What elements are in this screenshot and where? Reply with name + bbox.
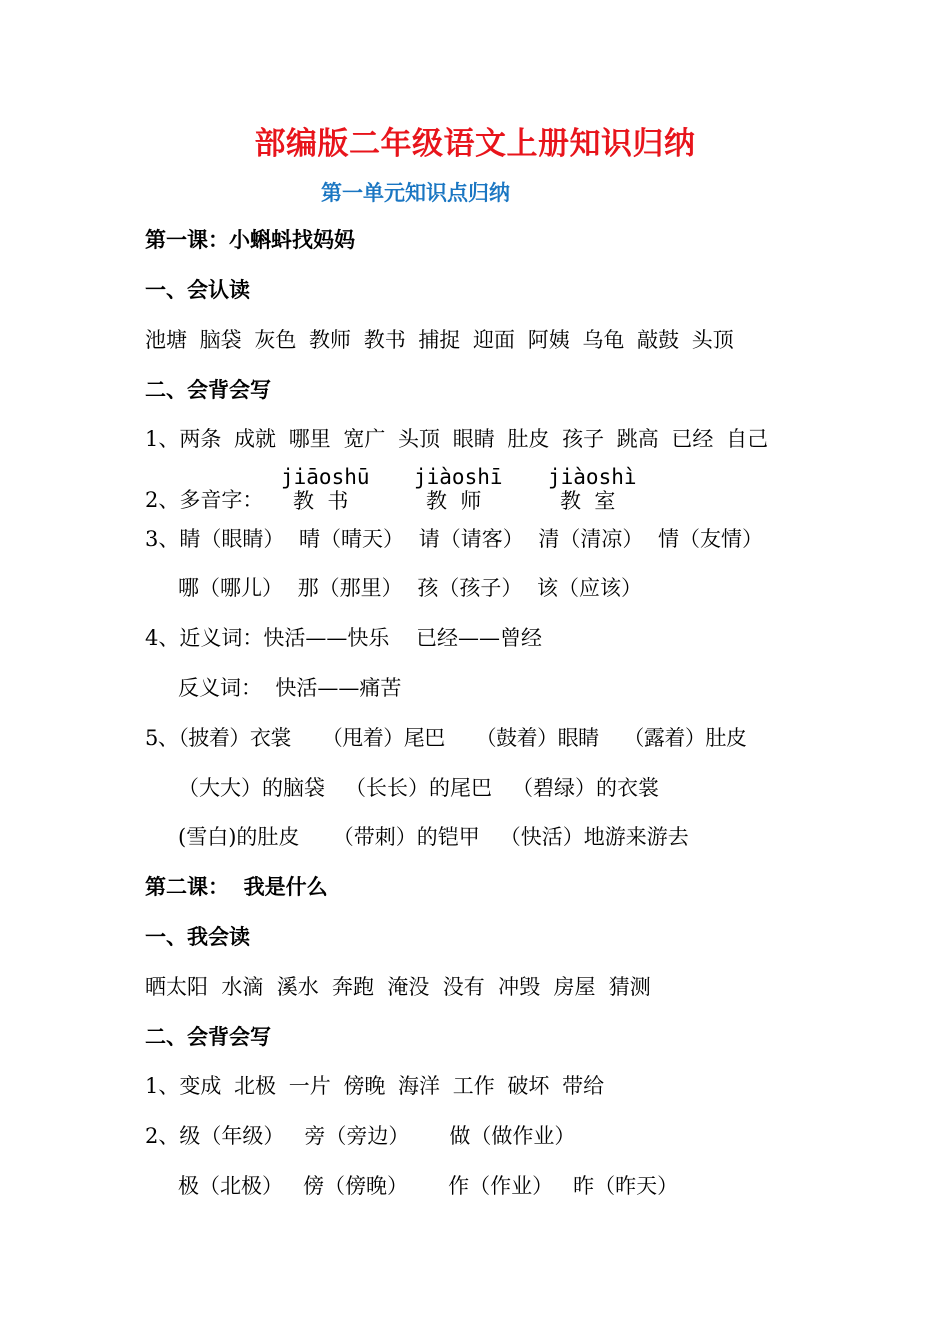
- lesson1-item2-label: 2、多音字：: [145, 488, 264, 512]
- polyphone-1-chars: 教 书: [293, 489, 349, 513]
- lesson1-item5-line3: (雪白)的肚皮 （带刺）的铠甲 （快活）地游来游去: [178, 825, 689, 849]
- lesson1-item4-line1: 4、近义词：快活——快乐 已经——曾经: [145, 626, 543, 650]
- lesson1-heading: 第一课：小蝌蚪找妈妈: [145, 227, 355, 252]
- lesson2-heading: 第二课： 我是什么: [145, 874, 328, 899]
- lesson1-item4-line2: 反义词： 快活——痛苦: [178, 676, 402, 700]
- polyphone-1-pinyin: jiāoshū: [281, 465, 370, 489]
- lesson1-read-words: 池塘 脑袋 灰色 教师 教书 捕捉 迎面 阿姨 乌龟 敲鼓 头顶: [145, 328, 734, 352]
- lesson2-item2-line2: 极（北极） 傍（傍晚） 作（作业） 昨（昨天）: [178, 1174, 679, 1198]
- polyphone-2-pinyin: jiàoshī: [414, 465, 503, 489]
- lesson1-item3-line2: 哪（哪儿） 那（那里） 孩（孩子） 该（应该）: [178, 576, 643, 600]
- lesson1-read-heading: 一、会认读: [145, 277, 250, 302]
- polyphone-3-pinyin: jiàoshì: [548, 465, 637, 489]
- lesson1-item1: 1、两条 成就 哪里 宽广 头顶 眼睛 肚皮 孩子 跳高 已经 自己: [145, 427, 769, 451]
- lesson2-write-heading: 二、会背会写: [145, 1024, 271, 1049]
- lesson2-read-words: 晒太阳 水滴 溪水 奔跑 淹没 没有 冲毁 房屋 猜测: [145, 975, 651, 999]
- lesson2-item1: 1、变成 北极 一片 傍晚 海洋 工作 破坏 带给: [145, 1074, 605, 1098]
- lesson2-item2-line1: 2、级（年级） 旁（旁边） 做（做作业）: [145, 1124, 576, 1148]
- lesson2-read-heading: 一、我会读: [145, 924, 250, 949]
- polyphone-2-chars: 教 师: [426, 489, 482, 513]
- document-title: 部编版二年级语文上册知识归纳: [254, 126, 696, 162]
- lesson1-item5-line2: （大大）的脑袋 （长长）的尾巴 （碧绿）的衣裳: [178, 776, 660, 800]
- lesson1-write-heading: 二、会背会写: [145, 377, 271, 402]
- unit-subtitle: 第一单元知识点归纳: [321, 180, 510, 205]
- lesson1-item5-line1: 5、（披着）衣裳 （甩着）尾巴 （鼓着）眼睛 （露着）肚皮: [145, 726, 747, 750]
- lesson1-item3-line1: 3、睛（眼睛） 晴（晴天） 请（请客） 清（清凉） 情（友情）: [145, 527, 764, 551]
- polyphone-3-chars: 教 室: [560, 489, 616, 513]
